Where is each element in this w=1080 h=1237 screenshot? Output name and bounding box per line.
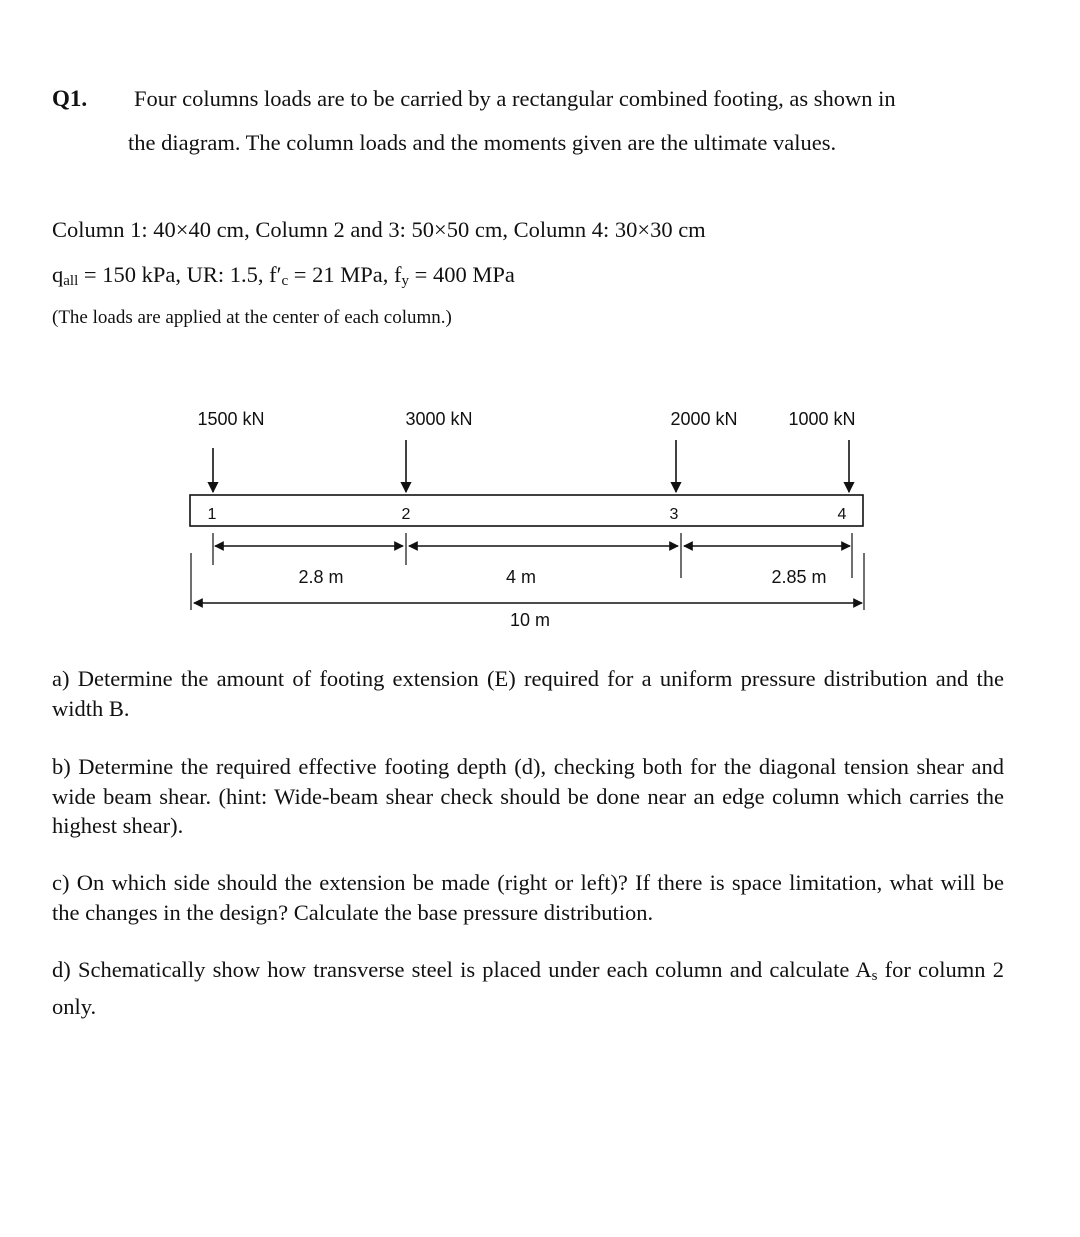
span-label-2: 4 m: [505, 567, 537, 587]
column-label-4: 4: [837, 506, 847, 523]
total-length-label: 10 m: [509, 610, 551, 630]
question-number: Q1.: [52, 86, 88, 111]
footing-diagram: [0, 380, 1080, 650]
load-label-2: 3000 kN: [405, 409, 473, 429]
q-symbol: q: [52, 262, 64, 287]
q-value: = 150 kPa, UR: 1.5, f′: [78, 262, 282, 287]
column-label-3: 3: [669, 506, 679, 523]
fy-value: = 400 MPa: [409, 262, 515, 287]
span-label-3: 2.85 m: [771, 567, 827, 587]
fc-subscript: c: [281, 273, 289, 289]
fy-subscript: y: [401, 273, 409, 289]
question-text-line-2: the diagram. The column loads and the moments given are the ultimate values.: [128, 130, 837, 155]
part-d-text-end: for column 2 only.: [52, 957, 1004, 1019]
span-label-1: 2.8 m: [298, 567, 344, 587]
part-d-text: d) Schematically show how transverse steel is placed under each column and calculate A: [52, 957, 872, 982]
load-label-3: 2000 kN: [670, 409, 738, 429]
part-b: b) Determine the required effective footing depth (d), checking both for the diagonal tension shear and wide beam shear. (hint: Wide-beam shear check should be done near an edge column which carries the highest shear).: [52, 754, 1004, 838]
load-label-4: 1000 kN: [788, 409, 856, 429]
design-parameters: [52, 262, 515, 290]
part-a: a) Determine the amount of footing extension (E) required for a uniform pressure distribution and the width B.: [52, 666, 1004, 721]
part-d-subscript: s: [871, 968, 878, 984]
load-arrows: [213, 440, 849, 492]
fc-value: = 21 MPa, f: [288, 262, 402, 287]
load-label-1: 1500 kN: [197, 409, 265, 429]
column-sizes: Column 1: 40×40 cm, Column 2 and 3: 50×50 cm, Column 4: 30×30 cm: [52, 217, 706, 242]
part-d: [52, 955, 1004, 1021]
q-subscript: all: [63, 273, 79, 289]
footing-rectangle: [190, 495, 863, 526]
question-text-line-1: Four columns loads are to be carried by a rectangular combined footing, as shown in: [134, 86, 896, 111]
column-label-2: 2: [401, 506, 411, 523]
part-c: c) On which side should the extension be made (right or left)? If there is space limitation, what will be the changes in the design? Calculate the base pressure distribution.: [52, 870, 1004, 925]
load-note: (The loads are applied at the center of each column.): [52, 307, 452, 328]
column-label-1: 1: [207, 506, 217, 523]
